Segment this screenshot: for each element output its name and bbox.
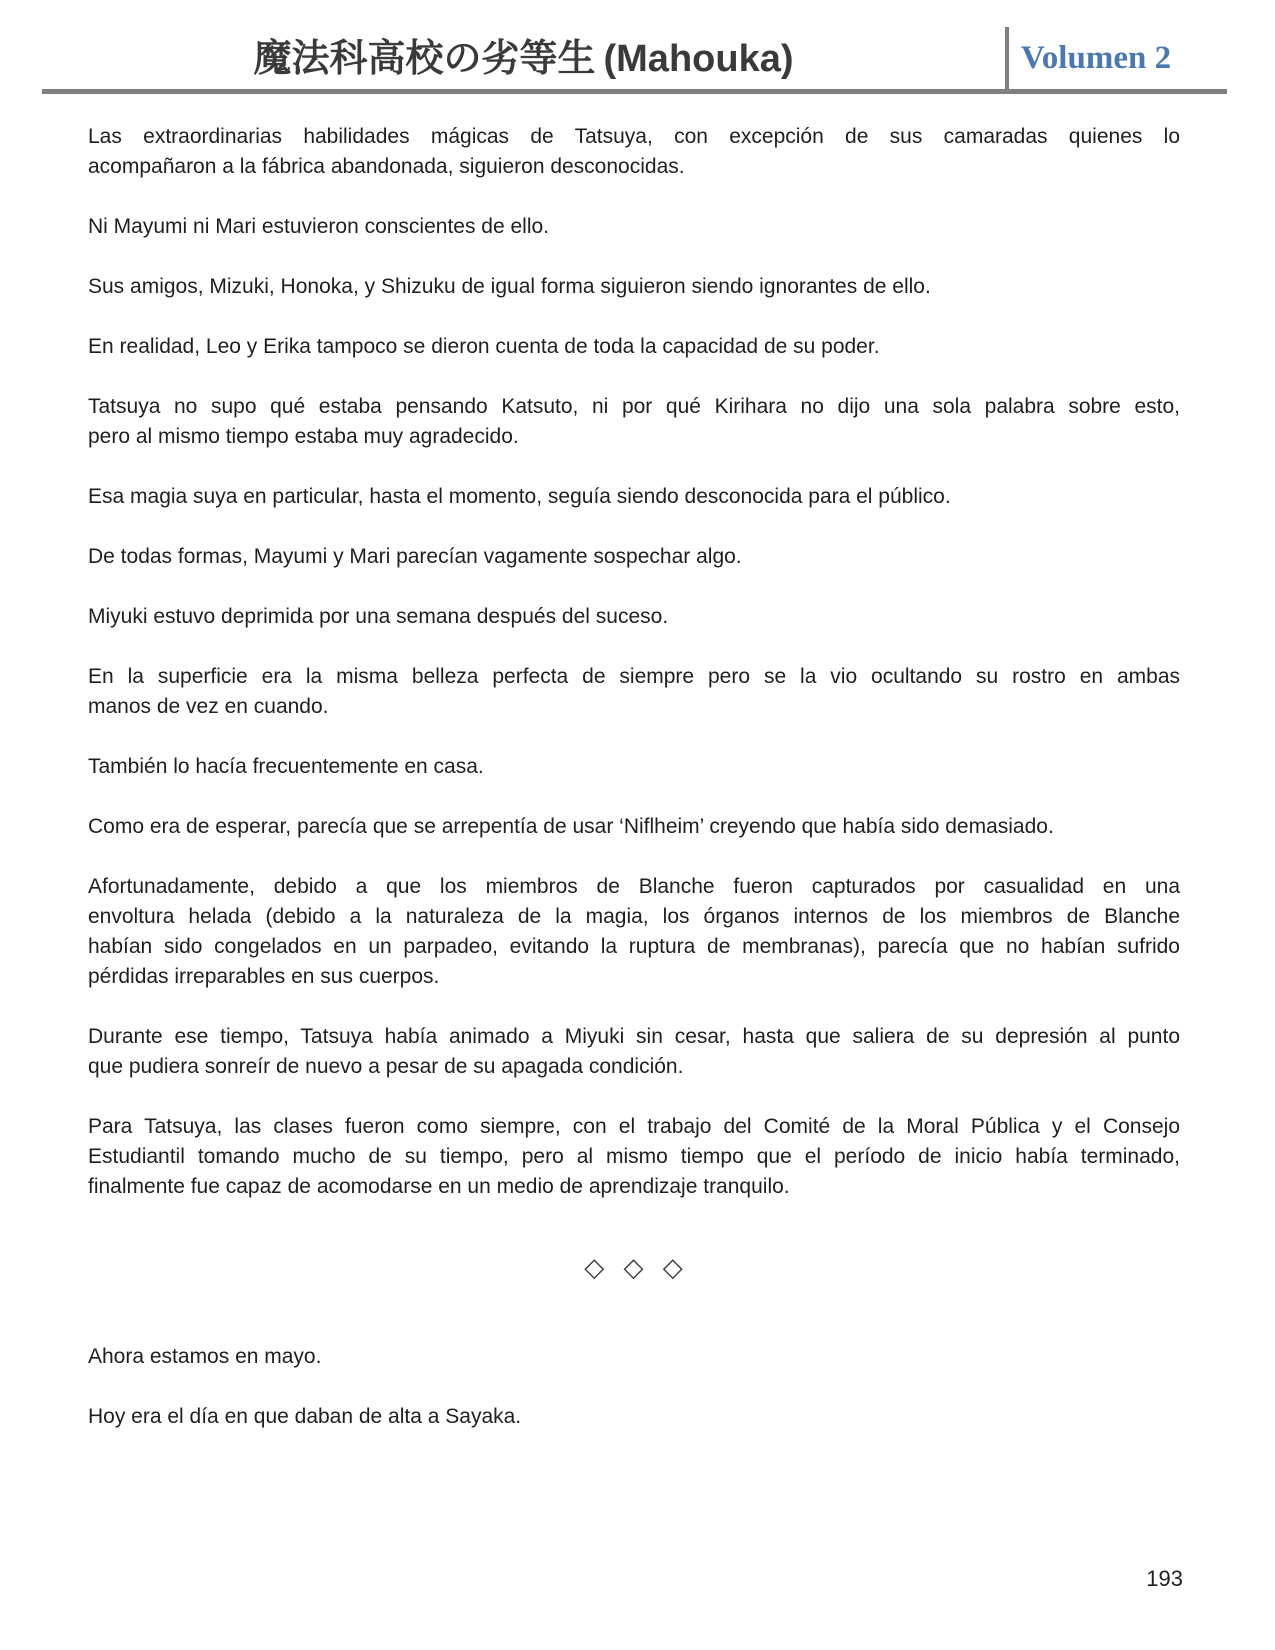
text-line: Hoy era el día en que daban de alta a Sayaka. xyxy=(88,1405,522,1428)
paragraph xyxy=(88,602,1180,632)
text-line: Sus amigos, Mizuki, Honoka, y Shizuku de igual forma siguieron siendo ignorantes de ello. xyxy=(88,275,931,298)
text-line: habían sido congelados en un parpadeo, evitando la ruptura de membranas), parecía que no habían sufrido xyxy=(88,935,1180,958)
paragraph xyxy=(88,542,1180,572)
section-separator: ◇ ◇ ◇ xyxy=(584,1252,684,1282)
text-line: Para Tatsuya, las clases fueron como siempre, con el trabajo del Comité de la Moral Pública y el Consejo xyxy=(88,1115,1180,1138)
paragraph xyxy=(88,122,1180,182)
paragraph xyxy=(88,1342,1180,1372)
text-line: que pudiera sonreír de nuevo a pesar de su apagada condición. xyxy=(88,1055,684,1078)
paragraph xyxy=(88,392,1180,452)
paragraph xyxy=(88,1402,1180,1432)
paragraph xyxy=(88,752,1180,782)
text-line: Tatsuya no supo qué estaba pensando Katsuto, ni por qué Kirihara no dijo una sola palabra sobre esto, xyxy=(88,395,1180,418)
text-line: Estudiantil tomando mucho de su tiempo, pero al mismo tiempo que el período de inicio había terminado, xyxy=(88,1145,1180,1168)
document-title xyxy=(42,39,1005,89)
text-line: finalmente fue capaz de acomodarse en un medio de aprendizaje tranquilo. xyxy=(88,1175,790,1198)
text-line: Las extraordinarias habilidades mágicas de Tatsuya, con excepción de sus camaradas quienes lo xyxy=(88,125,1180,148)
text-line: Esa magia suya en particular, hasta el momento, seguía siendo desconocida para el público. xyxy=(88,485,951,508)
document-title-latin: (Mahouka) xyxy=(603,38,794,81)
text-line: pérdidas irreparables en sus cuerpos. xyxy=(88,965,440,988)
text-line: Ahora estamos en mayo. xyxy=(88,1345,322,1368)
paragraph xyxy=(88,272,1180,302)
page-header xyxy=(42,0,1227,94)
page-number: 193 xyxy=(1146,1566,1183,1591)
document-title-jp: 魔法科高校の劣等生 xyxy=(253,38,596,81)
text-line: Como era de esperar, parecía que se arrepentía de usar ‘Niflheim’ creyendo que había sido demasiado. xyxy=(88,815,1054,838)
paragraph xyxy=(88,812,1180,842)
text-line: Ni Mayumi ni Mari estuvieron conscientes de ello. xyxy=(88,215,550,238)
text-line: También lo hacía frecuentemente en casa. xyxy=(88,755,484,778)
text-line: acompañaron a la fábrica abandonada, siguieron desconocidas. xyxy=(88,155,685,178)
text-line: Miyuki estuvo deprimida por una semana después del suceso. xyxy=(88,605,669,628)
paragraph xyxy=(88,662,1180,722)
paragraph xyxy=(88,332,1180,362)
paragraph xyxy=(88,482,1180,512)
text-line: envoltura helada (debido a la naturaleza de la magia, los órganos internos de los miembros de Blanche xyxy=(88,905,1180,928)
paragraph xyxy=(88,872,1180,992)
text-line: Durante ese tiempo, Tatsuya había animado a Miyuki sin cesar, hasta que saliera de su depresión al punto xyxy=(88,1025,1180,1048)
text-line: pero al mismo tiempo estaba muy agradecido. xyxy=(88,425,519,448)
body-content xyxy=(88,122,1180,1432)
volume-label: Volumen 2 xyxy=(1005,27,1227,89)
text-line: Afortunadamente, debido a que los miembros de Blanche fueron capturados por casualidad en una xyxy=(88,875,1180,898)
paragraph xyxy=(88,212,1180,242)
paragraph xyxy=(88,1112,1180,1202)
text-line: En realidad, Leo y Erika tampoco se dieron cuenta de toda la capacidad de su poder. xyxy=(88,335,880,358)
paragraph xyxy=(88,1022,1180,1082)
text-line: En la superficie era la misma belleza perfecta de siempre pero se la vio ocultando su rostro en ambas xyxy=(88,665,1180,688)
text-line: manos de vez en cuando. xyxy=(88,695,329,718)
text-line: De todas formas, Mayumi y Mari parecían vagamente sospechar algo. xyxy=(88,545,742,568)
